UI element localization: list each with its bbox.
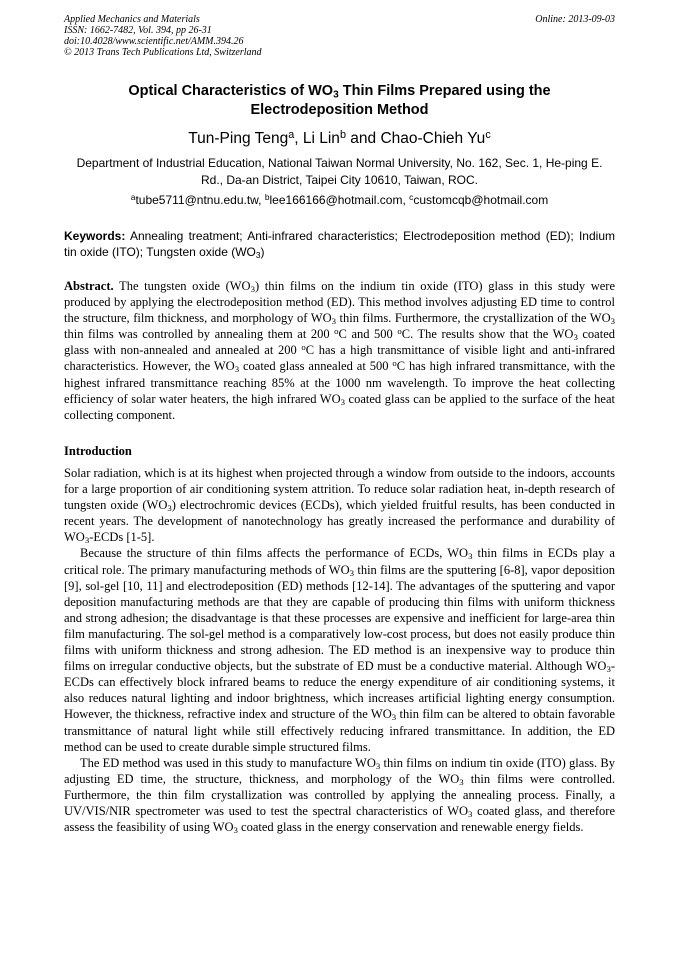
abstract-text: ) thin films on the indium tin oxide (ITO) glass in this study were produced by applying the electrodeposition method (ED). This method involves adjusting ED time to control the structure, film thickness, and morphology of WO <box>64 279 616 326</box>
abstract-text: coated glass with non-annealed and annealed at 200 <box>64 327 615 358</box>
affiliation-line1: Department of Industrial Education, National Taiwan Normal University, No. 162, Sec. 1, He-ping E. <box>76 156 603 170</box>
keywords-end: ) <box>260 245 265 259</box>
author-mark: a <box>288 129 295 142</box>
degree-mark: o <box>397 326 402 337</box>
title-part: Thin Films Prepared using the <box>338 83 551 99</box>
affiliation-line2: Rd., Da-an District, Taipei City 10610, Taiwan, ROC. <box>200 173 478 187</box>
keywords-subscript: 3 <box>255 250 261 261</box>
subscript: 3 <box>331 316 336 327</box>
paragraph-text: thin films on indium tin oxide (ITO) glass. By adjusting ED time, the structure, thickness, and morphology of the WO <box>64 755 615 786</box>
title-subscript: 3 <box>333 89 339 101</box>
abstract-text: thin films. Furthermore, the crystallization of the WO <box>336 311 611 326</box>
degree-mark: o <box>334 326 339 337</box>
email-address[interactable]: lee166166@hotmail.com <box>269 193 403 207</box>
keywords-text: Annealing treatment; Anti-infrared characteristics; Electrodeposition method (ED); Indium tin oxide (ITO); Tungsten oxide (WO <box>64 229 615 259</box>
title-part: Optical Characteristics of WO <box>128 83 334 99</box>
abstract-text: The tungsten oxide (WO <box>113 279 251 293</box>
subscript: 3 <box>349 567 355 578</box>
author-name: Chao-Chieh Yu <box>380 130 486 147</box>
paragraph-text: ) electrochromic devices (ECDs), which yielded fruitful results, has been conducted in recent years. The development of nanotechnology has greatly increased the performance and durability of WO <box>64 498 615 545</box>
author-name: Tun-Ping Teng <box>188 130 289 147</box>
author-separator: , <box>294 130 303 147</box>
doi-line: doi:10.4028/www.scientific.net/AMM.394.26 <box>64 36 244 47</box>
paper-title <box>64 82 615 120</box>
paragraph <box>64 755 615 835</box>
issn-line: ISSN: 1662-7482, Vol. 394, pp 26-31 <box>64 25 212 36</box>
online-date: Online: 2013-09-03 <box>535 14 615 25</box>
introduction-body <box>64 465 615 835</box>
subscript: 3 <box>573 332 578 343</box>
abstract-text: C has high infrared transmittance, with the highest infrared transmittance reaching 85% at the 1000 nm wavelength. To improve the heat collecting efficiency of solar water heaters, the high infrared WO <box>64 359 616 406</box>
author-mark: c <box>485 129 491 142</box>
email-mark: c <box>409 192 414 203</box>
degree-mark: o <box>301 342 306 353</box>
email-mark: b <box>264 192 270 203</box>
paragraph <box>64 465 615 545</box>
paragraph-text: -ECDs can effectively block infrared beams to reduce the energy expenditure of air conditioning systems, it also reduces natural lighting and indoor brightness, which increases artificial lighting energy consumption. However, the thickness, refractive index and structure of the WO <box>64 659 615 722</box>
paragraph-text: Because the structure of thin films affects the performance of ECDs, WO <box>80 546 469 561</box>
abstract-text: coated glass can be applied to the surface of the heat collecting component. <box>64 391 615 422</box>
abstract-text: C has a high transmittance of visible light and anti-infrared characteristics. However, the WO <box>64 343 615 374</box>
paragraph-text: thin films are the sputtering [6-8], vapor deposition [9], sol-gel [10, 11] and electrodeposition (ED) methods [12-14]. The advantages of the sputtering and vapor deposition manufacturing methods are that they are capable of producing thin films with uniform thickness and strong adhesion; the disadvantage is that these processes are expensive and inefficient for large-area thin film manufacturing. The sol-gel method is a comparatively low-cost process, but does not easily produce thin films with uniform thickness and strong adhesion. The ED method is an inexpensive way to produce thin films on irregular conductive objects, but the substrate of ED must be a conductive material. Although WO <box>64 562 616 674</box>
subscript: 3 <box>250 284 255 295</box>
subscript: 3 <box>375 760 381 771</box>
keywords-label: Keywords: <box>64 229 126 243</box>
author-separator: and <box>345 130 381 147</box>
email-list <box>64 192 615 208</box>
section-heading: Introduction <box>64 444 132 458</box>
subscript: 3 <box>391 712 397 723</box>
title-line2: Electrodeposition Method <box>250 102 429 118</box>
email-address[interactable]: tube5711@ntnu.edu.tw <box>135 193 259 207</box>
abstract-text: coated glass annealed at 500 <box>239 359 393 374</box>
paragraph-text: coated glass in the energy conservation and renewable energy fields. <box>237 820 584 835</box>
subscript: 3 <box>468 809 473 820</box>
degree-mark: o <box>392 358 397 369</box>
email-address[interactable]: customcqb@hotmail.com <box>413 193 549 207</box>
subscript: 3 <box>610 316 616 327</box>
author-mark: b <box>339 129 346 142</box>
subscript: 3 <box>340 396 346 407</box>
paragraph <box>64 545 615 754</box>
journal-header <box>64 14 615 58</box>
author-name: Li Lin <box>302 130 340 147</box>
abstract <box>64 278 615 423</box>
email-mark: a <box>130 192 136 203</box>
paragraph-text: Solar radiation, which is at its highest when projected through a window from outside to the indoors, accounts for a large proportion of air conditioning system attrition. To reduce solar radiation heat, in-depth research of tungsten oxide (WO <box>64 466 615 513</box>
email-separator: , <box>402 193 410 207</box>
subscript: 3 <box>167 503 172 514</box>
author-list <box>64 129 615 148</box>
paragraph-text: coated glass, and therefore assess the feasibility of using WO <box>64 803 615 835</box>
subscript: 3 <box>234 364 240 375</box>
journal-name: Applied Mechanics and Materials <box>64 14 200 25</box>
paragraph-text: -ECDs [1-5]. <box>89 530 155 545</box>
paragraph-text: thin film can be altered to obtain favorable transmittance of natural light while still effectively reducing infrared transmittance. In addition, the ED method can be used to create durable simple structured films. <box>64 707 615 754</box>
keywords-block <box>64 228 615 260</box>
paragraph-text: thin films in ECDs play a critical role. The primary manufacturing methods of WO <box>64 546 615 577</box>
paragraph-text: The ED method was used in this study to manufacture WO <box>80 755 376 770</box>
subscript: 3 <box>459 776 464 787</box>
subscript: 3 <box>606 664 611 675</box>
subscript: 3 <box>233 825 238 836</box>
copyright-line: © 2013 Trans Tech Publications Ltd, Switzerland <box>64 47 262 58</box>
email-separator: , <box>258 193 265 207</box>
subscript: 3 <box>84 535 90 546</box>
subscript: 3 <box>468 551 473 562</box>
abstract-label: Abstract. <box>64 279 114 293</box>
affiliation <box>64 155 615 189</box>
abstract-text: C and 500 <box>338 327 398 342</box>
paragraph-text: thin films were controlled. Furthermore, the thin film crystallization was controlled by applying the annealing process. Finally, a UV/VIS/NIR spectrometer was used to test the spectral characteristics of WO <box>64 771 615 818</box>
abstract-text: C. The results show that the WO <box>401 327 574 342</box>
abstract-text: thin films was controlled by annealing them at 200 <box>64 327 335 342</box>
